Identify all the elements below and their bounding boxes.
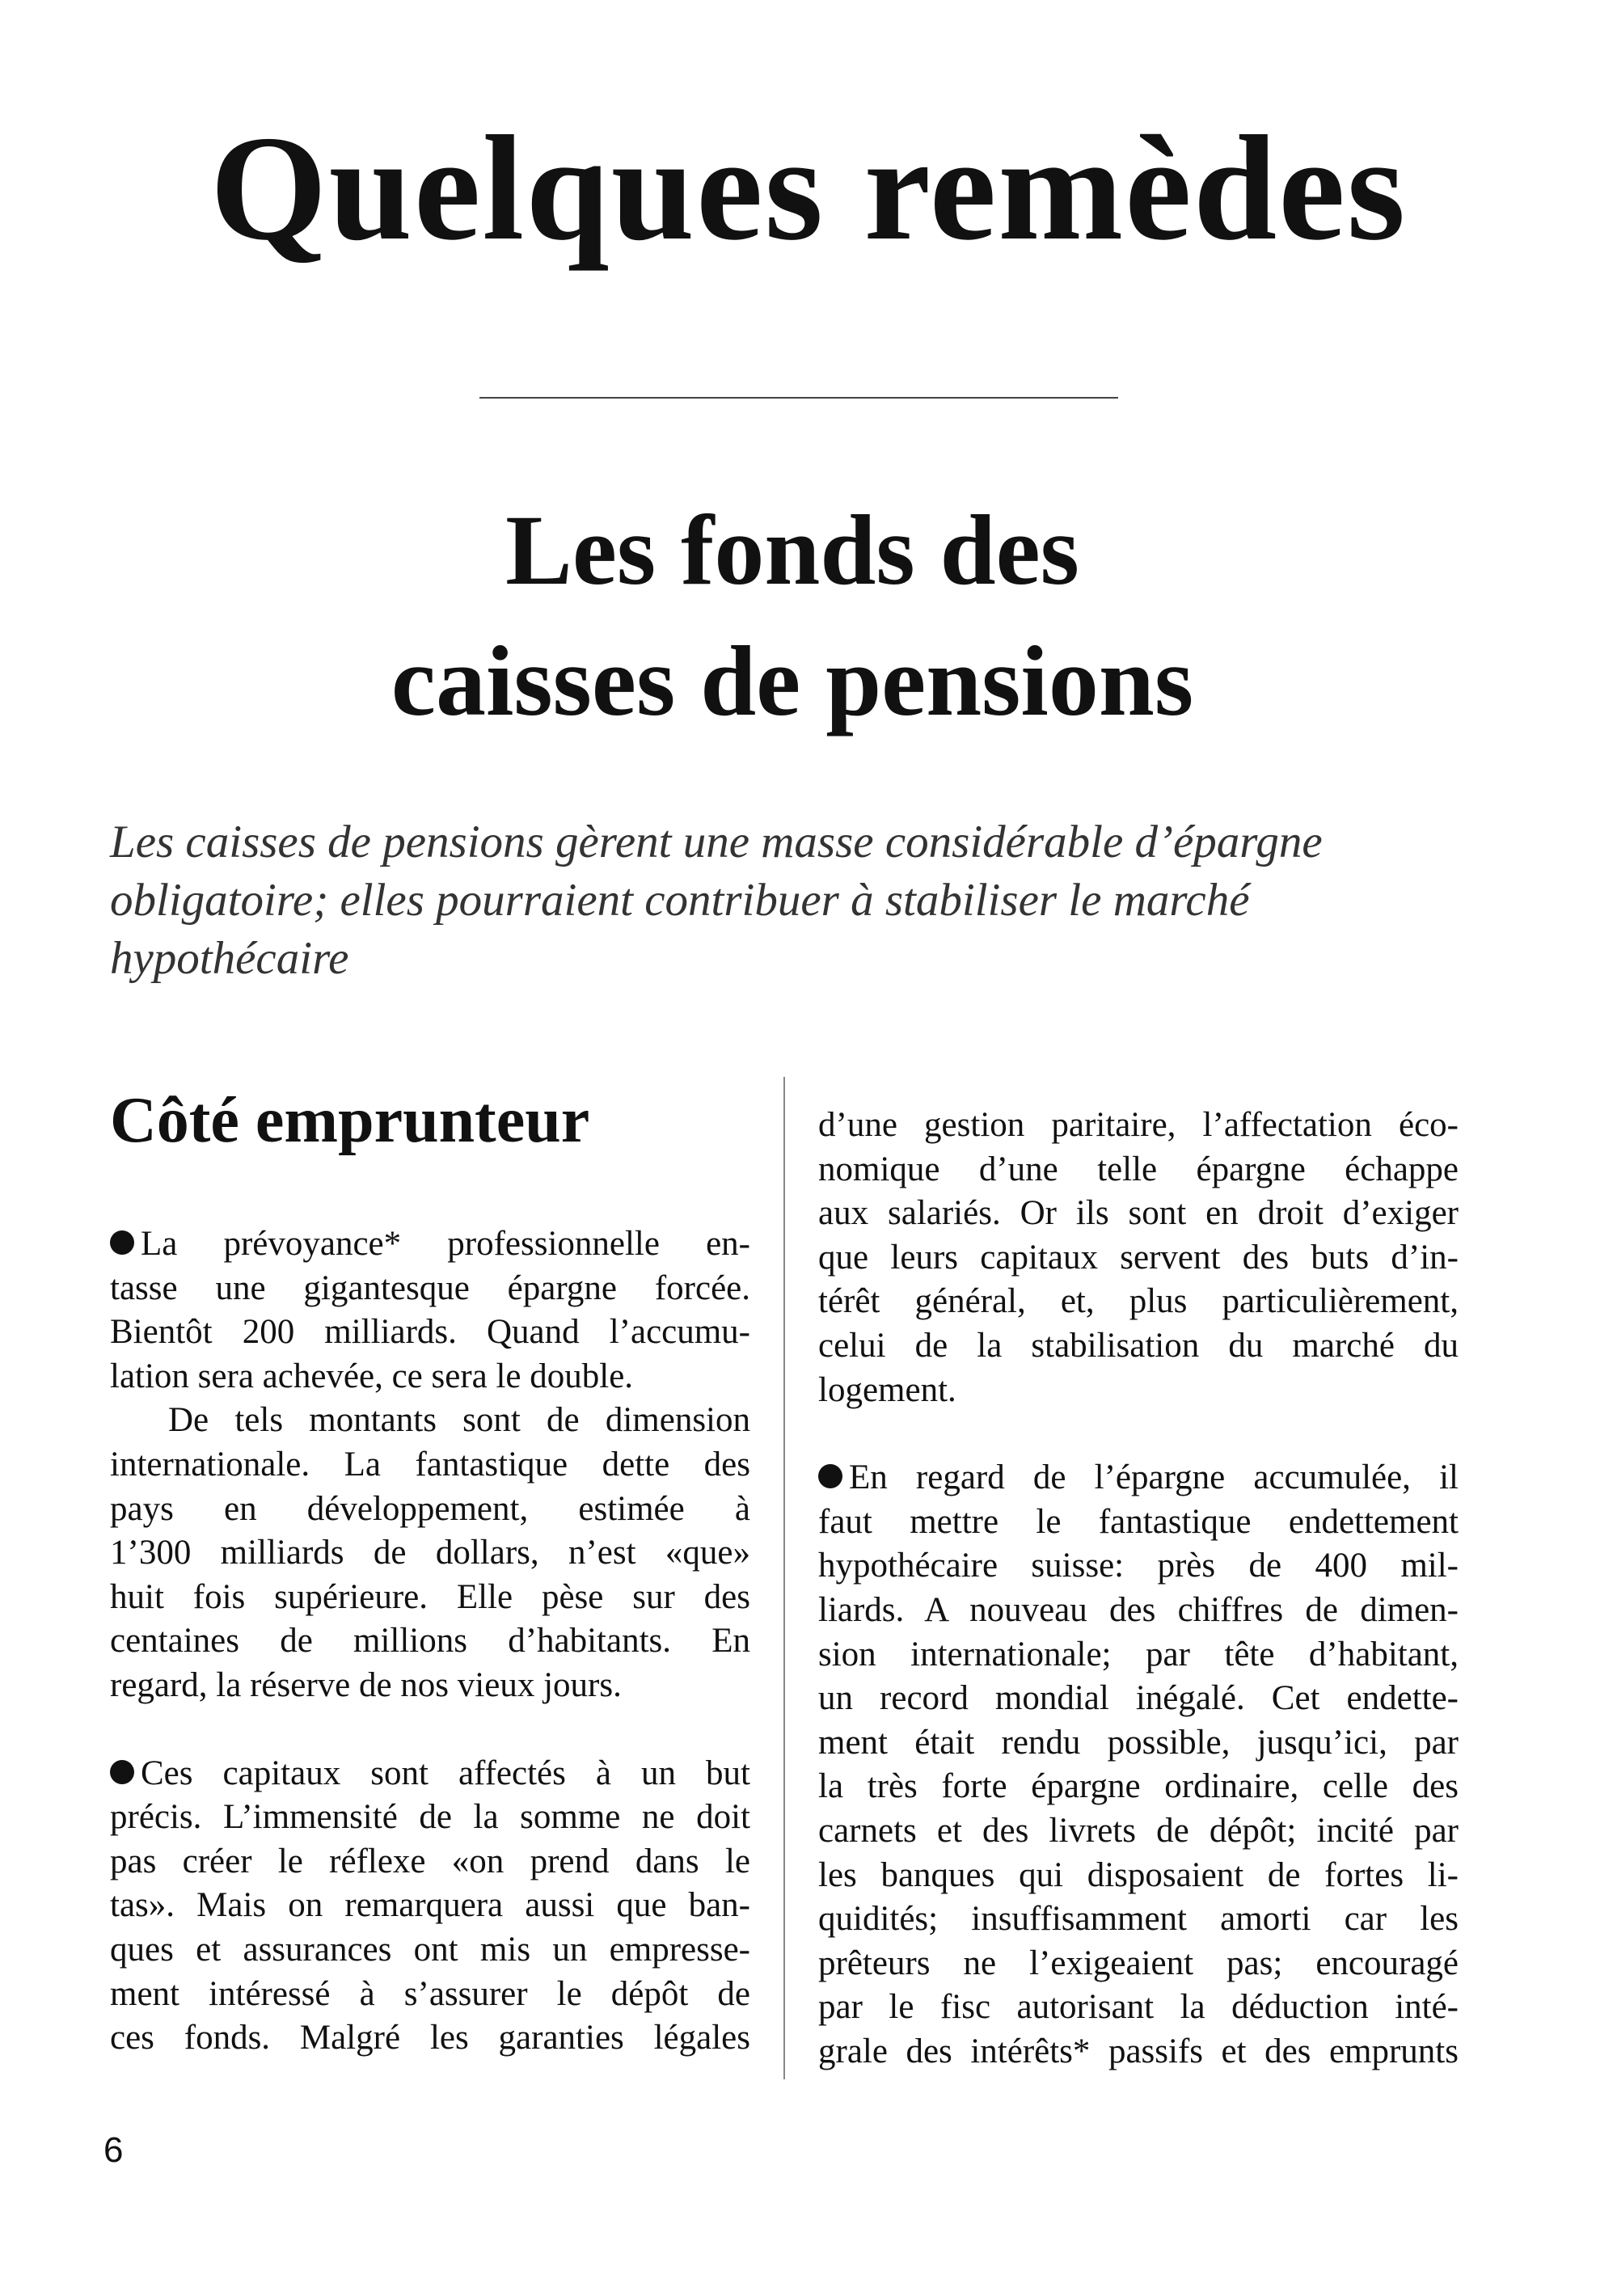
lead-line: hypothécaire [110,933,349,984]
text-line: un record mondial inégalé. Cet endette- [818,1679,1459,1718]
text-line: ment était rendu possible, jusqu’ici, par [818,1723,1459,1762]
text-line: grale des intérêts* passifs et des emprunts [818,2032,1459,2070]
text-line: 1’300 milliards de dollars, n’est «que» [110,1534,750,1572]
text-line: d’une gestion paritaire, l’affectation éco- [818,1106,1459,1144]
paragraph [110,1222,750,1399]
text-line: sion internationale; par tête d’habitant, [818,1635,1459,1673]
left-column [110,1080,750,2104]
text-line: que leurs capitaux servent des buts d’in- [818,1238,1459,1277]
text-line: aux salariés. Or ils sont en droit d’exiger [818,1194,1459,1233]
text-line: regard, la réserve de nos vieux jours. [110,1665,622,1704]
text-line: logement. [818,1370,956,1409]
text-line: faut mettre le fantastique endettement [818,1502,1459,1541]
text-line: Bientôt 200 milliards. Quand l’accumu- [110,1313,750,1352]
text-line: précis. L’immensité de la somme ne doit [110,1798,750,1837]
text-line: Ces capitaux sont affectés à un but [110,1752,750,1796]
text-line: prêteurs ne l’exigeaient pas; encouragé [818,1944,1459,1982]
column-heading: Côté emprunteur [110,1085,590,1156]
right-column [818,1104,1459,2117]
section-title-line: caisses de pensions [391,626,1194,736]
text-line: hypothécaire suisse: près de 400 mil- [818,1547,1459,1585]
page-number: 6 [103,2130,124,2170]
text-line: ment intéressé à s’assurer le dépôt de [110,1974,750,2013]
text-line: quidités; insuffisamment amorti car les [818,1900,1459,1939]
text-line: liards. A nouveau des chiffres de dimen- [818,1590,1459,1629]
text-line: la très forte épargne ordinaire, celle des [818,1767,1459,1806]
bullet-icon [110,1230,134,1255]
text-line: internationale. La fantastique dette des [110,1445,750,1484]
text-line: ques et assurances ont mis un empresse- [110,1930,750,1969]
lead-line: Les caisses de pensions gèrent une masse considérable d’épargne [110,817,1323,867]
lead-paragraph [110,813,1436,988]
text-line: tasse une gigantesque épargne forcée. [110,1268,750,1307]
paragraph [818,1456,1459,2074]
section-title [0,485,1585,747]
text-line: De tels montants sont de dimension [168,1401,750,1440]
text-line: les banques qui disposaient de fortes li- [818,1855,1459,1894]
title-divider [479,397,1118,399]
text-line: par le fisc autorisant la déduction inté- [818,1988,1459,2027]
text-line: En regard de l’épargne accumulée, il [818,1456,1459,1500]
text-line: nomique d’une telle épargne échappe [818,1150,1459,1188]
lead-line: obligatoire; elles pourraient contribuer à stabiliser le marché [110,875,1250,926]
section-title-line: Les fonds des [505,495,1079,606]
paragraph [110,1752,750,2061]
column-divider [783,1077,785,2079]
text-line: carnets et des livrets de dépôt; incité par [818,1811,1459,1850]
text-line: celui de la stabilisation du marché du [818,1326,1459,1365]
bullet-icon [818,1464,842,1488]
paragraph [110,1399,750,1707]
text-line: La prévoyance* professionnelle en- [110,1222,750,1267]
page-title: Quelques remèdes [209,105,1408,272]
bullet-icon [110,1760,134,1784]
text-line: huit fois supérieure. Elle pèse sur des [110,1577,750,1616]
text-line: ces fonds. Malgré les garanties légales [110,2019,750,2058]
text-line: pas créer le réflexe «on prend dans le [110,1842,750,1880]
text-line: térêt général, et, plus particulièrement, [818,1282,1459,1321]
text-line: pays en développement, estimée à [110,1489,750,1528]
text-line: lation sera achevée, ce sera le double. [110,1357,634,1395]
paragraph [818,1104,1459,1412]
text-line: centaines de millions d’habitants. En [110,1622,750,1661]
text-line: tas». Mais on remarquera aussi que ban- [110,1886,750,1925]
